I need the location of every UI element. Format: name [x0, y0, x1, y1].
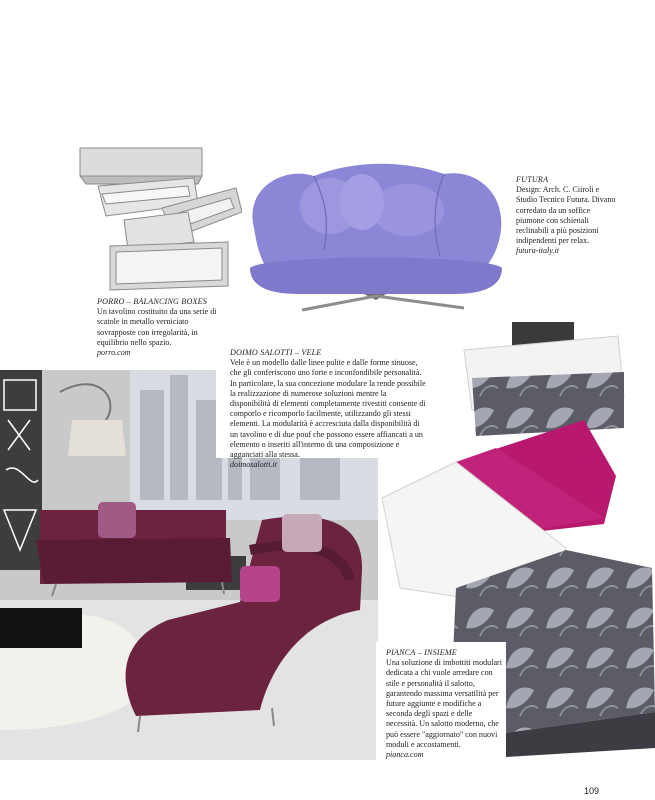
porro-url: porro.com [97, 348, 131, 358]
pianca-caption [386, 648, 504, 760]
futura-caption [516, 175, 616, 257]
lilac-sofa-image [244, 158, 508, 318]
page-number: 109 [584, 786, 600, 796]
porro-title: PORRO – BALANCING BOXES [97, 297, 208, 306]
porro-body: Un tavolino costituito da una serie di scatole in metallo verniciato sovrapposte con irregolarità, in equilibrio nello spazio. [97, 307, 217, 347]
balancing-boxes-image [76, 146, 242, 296]
doimo-title: DOIMO SALOTTI – VELE [230, 348, 322, 357]
doimo-body: Vele è un modello dalle linee pulite e dalle forme sinuose, che gli conferiscono uno forte e inconfondibile personalità. In particolare, la sua concezione modulare la rende possibile la realizzazione di numerose soluzioni mentre la disponibilità di elementi completamente rivestiti consente di comporlo e ricomporlo facilmente, utilizzando gli stessi elementi. La modularità è accresciuta dalla disponibilità di un tavolino e di due pouf che possono essere affiancati a un elemento o inseriti all'interno di una composizione e agganciati alla stessa. [230, 358, 426, 460]
pianca-title: PIANCA – INSIEME [386, 648, 457, 657]
doimo-url: doimosalotti.it [230, 460, 277, 470]
pianca-body: Una soluzione di imbottiti modulari dedicata a chi vuole arredare con stile e personalità il salotto, garantendo massima versatilità per future aggiunte e modifiche a seconda degli spazi e delle necessità. Un salotto moderno, che può essere "aggiornato" con nuovi moduli e accostamenti. [386, 658, 502, 749]
futura-title: FUTURA [516, 175, 549, 184]
futura-body: Design: Arch. C. Ciiroli e Studio Tecnico Futura. Divano corredato da un soffice piumone con schienali reclinabili a più posizioni indipendenti per relax. [516, 185, 616, 246]
pianca-url: pianca.com [386, 750, 424, 760]
futura-url: futura-italy.it [516, 246, 559, 256]
porro-caption [97, 297, 227, 358]
